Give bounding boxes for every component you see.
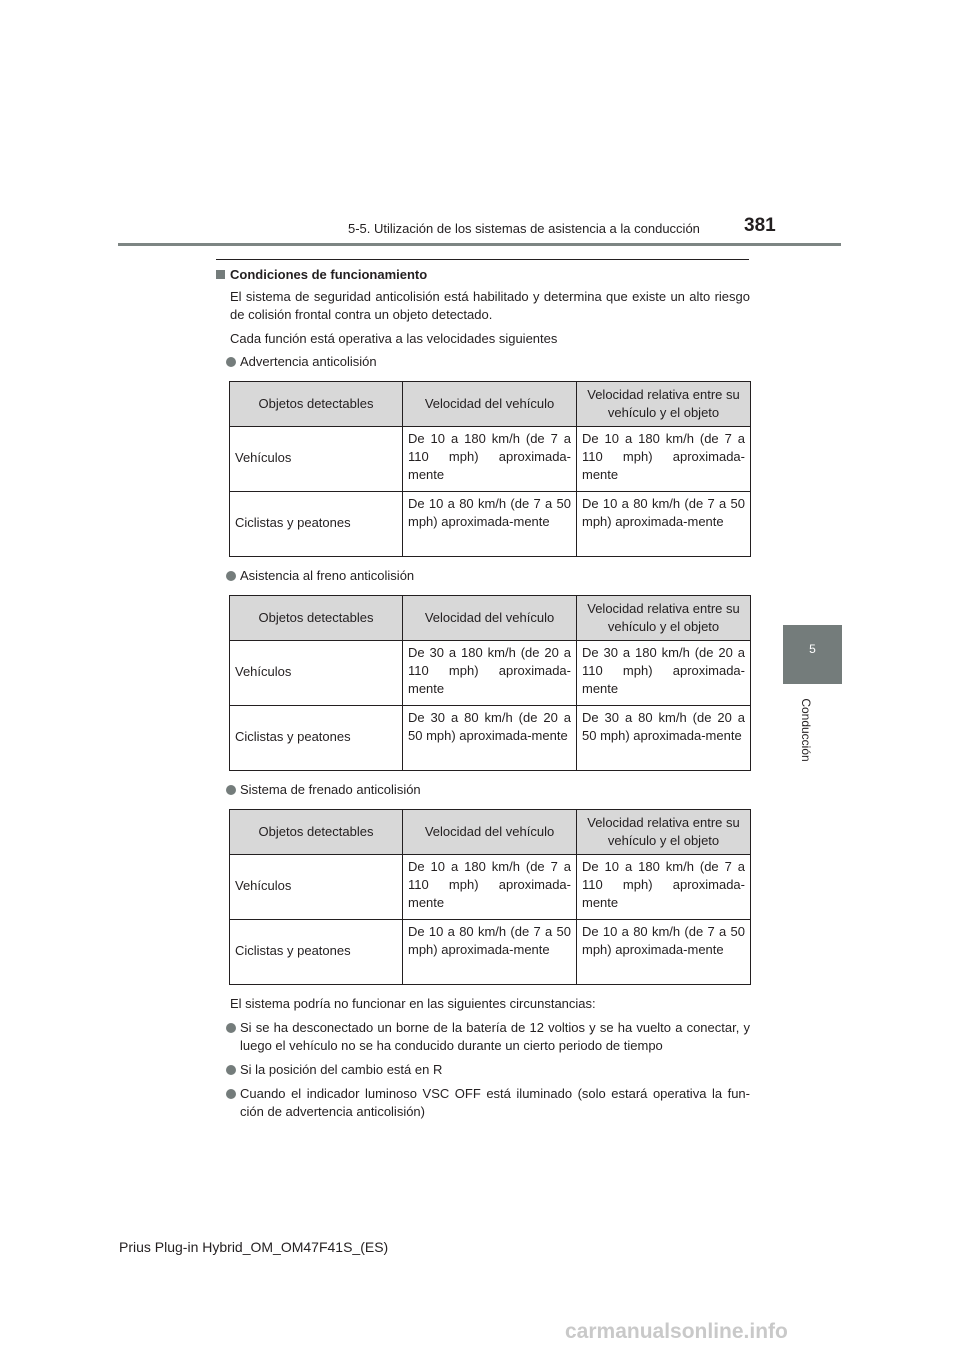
chapter-side-label: Conducción xyxy=(799,698,813,762)
limitations-intro: El sistema podría no funcionar en las siguientes circunstancias: xyxy=(230,996,596,1011)
table-cell: De 30 a 180 km/h (de 20 a 110 mph) aproximada-mente xyxy=(403,641,577,706)
header-title: 5-5. Utilización de los sistemas de asistencia a la conducción xyxy=(348,221,700,236)
table-row xyxy=(230,492,751,557)
column-header: Objetos detectables xyxy=(230,596,403,641)
table-cell: De 10 a 80 km/h (de 7 a 50 mph) aproximada-mente xyxy=(403,920,577,985)
chapter-number: 5 xyxy=(809,642,816,656)
intro-paragraph: El sistema de seguridad anticolisión está habilitado y determina que existe un alto riesgo de colisión frontal contra un objeto detectado. xyxy=(230,289,750,322)
square-bullet-icon xyxy=(216,270,225,279)
column-header: Velocidad del vehículo xyxy=(403,382,577,427)
table-row xyxy=(230,920,751,985)
table-cell: Vehículos xyxy=(230,855,403,920)
table-cell: De 10 a 80 km/h (de 7 a 50 mph) aproximada-mente xyxy=(577,492,751,557)
round-bullet-icon xyxy=(226,1065,236,1075)
table-cell: De 30 a 80 km/h (de 20 a 50 mph) aproximada-mente xyxy=(403,706,577,771)
table-header-row xyxy=(230,382,751,427)
column-header: Velocidad del vehículo xyxy=(403,810,577,855)
table-cell: De 10 a 180 km/h (de 7 a 110 mph) aproximada-mente xyxy=(577,855,751,920)
column-header: Velocidad relativa entre su vehículo y el objeto xyxy=(577,596,751,641)
round-bullet-icon xyxy=(226,1089,236,1099)
table-title: Advertencia anticolisión xyxy=(240,354,377,369)
column-header: Objetos detectables xyxy=(230,810,403,855)
table-cell: De 10 a 180 km/h (de 7 a 110 mph) aproximada-mente xyxy=(403,855,577,920)
list-item xyxy=(216,353,750,371)
table-cell: Vehículos xyxy=(230,641,403,706)
round-bullet-icon xyxy=(226,785,236,795)
list-item xyxy=(216,1061,750,1079)
list-item-text: Si la posición del cambio está en R xyxy=(240,1062,443,1077)
page-number: 381 xyxy=(744,215,776,236)
table-cell: De 10 a 180 km/h (de 7 a 110 mph) aproximada-mente xyxy=(403,427,577,492)
table-cell: Ciclistas y peatones xyxy=(230,492,403,557)
section-heading-text: Condiciones de funcionamiento xyxy=(230,267,428,282)
section-rule xyxy=(216,259,749,260)
table-cell: De 10 a 80 km/h (de 7 a 50 mph) aproximada-mente xyxy=(577,920,751,985)
column-header: Objetos detectables xyxy=(230,382,403,427)
table-row xyxy=(230,427,751,492)
list-item xyxy=(216,567,750,585)
table-cell: De 30 a 180 km/h (de 20 a 110 mph) aproximada-mente xyxy=(577,641,751,706)
table-cell: Ciclistas y peatones xyxy=(230,920,403,985)
list-item xyxy=(216,781,750,799)
table-row xyxy=(230,706,751,771)
main-content xyxy=(216,266,750,1127)
speed-table xyxy=(229,809,751,985)
table-cell: De 30 a 80 km/h (de 20 a 50 mph) aproximada-mente xyxy=(577,706,751,771)
table-title: Asistencia al freno anticolisión xyxy=(240,568,415,583)
section-heading xyxy=(216,266,750,284)
list-item xyxy=(216,1085,750,1121)
round-bullet-icon xyxy=(226,1023,236,1033)
column-header: Velocidad relativa entre su vehículo y el objeto xyxy=(577,810,751,855)
table-cell: De 10 a 80 km/h (de 7 a 50 mph) aproximada-mente xyxy=(403,492,577,557)
table-cell: Ciclistas y peatones xyxy=(230,706,403,771)
list-item xyxy=(216,1019,750,1055)
table-title: Sistema de frenado anticolisión xyxy=(240,782,421,797)
column-header: Velocidad relativa entre su vehículo y el objeto xyxy=(577,382,751,427)
chapter-side-tab xyxy=(783,625,842,684)
table-row xyxy=(230,855,751,920)
table-cell: Vehículos xyxy=(230,427,403,492)
speed-table xyxy=(229,381,751,557)
speed-table xyxy=(229,595,751,771)
table-header-row xyxy=(230,810,751,855)
table-row xyxy=(230,641,751,706)
list-item-text: Si se ha desconectado un borne de la batería de 12 voltios y se ha vuelto a conectar, y luego el vehículo no se ha conducido durante un cierto periodo de tiempo xyxy=(240,1020,750,1053)
footer-document-id: Prius Plug-in Hybrid_OM_OM47F41S_(ES) xyxy=(119,1239,389,1255)
table-cell: De 10 a 180 km/h (de 7 a 110 mph) aproximada-mente xyxy=(577,427,751,492)
table-header-row xyxy=(230,596,751,641)
watermark[interactable]: carmanualsonline.info xyxy=(565,1320,788,1343)
column-header: Velocidad del vehículo xyxy=(403,596,577,641)
header-rule xyxy=(118,243,841,246)
speeds-intro: Cada función está operativa a las velocidades siguientes xyxy=(230,331,558,346)
round-bullet-icon xyxy=(226,357,236,367)
round-bullet-icon xyxy=(226,571,236,581)
list-item-text: Cuando el indicador luminoso VSC OFF está iluminado (solo estará operativa la fun-ción de advertencia anticolisión) xyxy=(240,1086,750,1119)
